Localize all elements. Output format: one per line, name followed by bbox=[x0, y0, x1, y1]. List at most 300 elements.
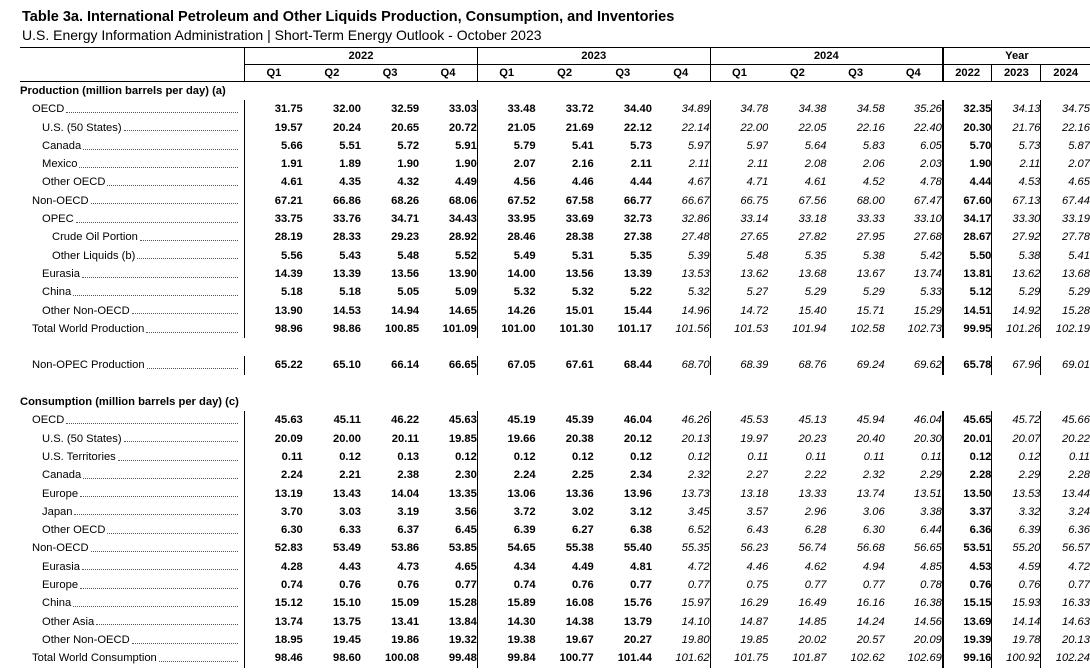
annual-value-cell: 4.44 bbox=[943, 173, 992, 191]
quarter-value-cell: 3.03 bbox=[339, 505, 361, 518]
quarter-value-cell: 16.49 bbox=[798, 597, 827, 610]
quarter-value-cell: 13.67 bbox=[856, 267, 885, 280]
annual-value-cell: 0.12 bbox=[992, 448, 1041, 466]
quarter-value-cell: 0.11 bbox=[920, 450, 942, 463]
quarter-value-cell: 4.81 bbox=[630, 560, 652, 573]
table-row bbox=[20, 539, 1090, 557]
quarter-value-cell: 5.18 bbox=[245, 283, 303, 301]
quarter-value-cell: 101.30 bbox=[559, 322, 594, 335]
annual-value-cell: 0.76 bbox=[943, 576, 992, 594]
quarter-value-cell: 5.64 bbox=[804, 139, 827, 152]
quarter-value-cell: 0.11 bbox=[805, 450, 827, 463]
quarter-value-cell: 32.86 bbox=[681, 213, 710, 226]
quarter-value-cell: 2.08 bbox=[804, 158, 827, 171]
quarter-value-cell: 0.11 bbox=[863, 450, 885, 463]
table-row bbox=[20, 283, 1090, 301]
quarter-value-cell: 4.78 bbox=[920, 176, 942, 189]
quarter-value-cell: 2.96 bbox=[804, 505, 827, 518]
quarter-value-cell: 34.38 bbox=[798, 103, 827, 116]
annual-value-cell: 14.92 bbox=[992, 302, 1041, 320]
row-label: China bbox=[20, 594, 245, 612]
quarter-value-cell: 2.24 bbox=[477, 466, 535, 484]
quarter-value-cell: 14.56 bbox=[913, 615, 942, 628]
quarter-value-cell: 15.12 bbox=[245, 594, 303, 612]
quarter-value-cell: 66.67 bbox=[681, 194, 710, 207]
table-row bbox=[20, 228, 1090, 246]
quarter-value-cell: 16.08 bbox=[565, 597, 594, 610]
quarter-value-cell: 33.95 bbox=[477, 210, 535, 228]
annual-value-cell: 5.41 bbox=[1041, 247, 1090, 265]
quarter-value-cell: 28.33 bbox=[332, 231, 361, 244]
quarter-value-cell: 14.39 bbox=[245, 265, 303, 283]
table-row bbox=[20, 173, 1090, 191]
row-label: Non-OPEC Production bbox=[20, 356, 245, 374]
quarter-value-cell: 55.40 bbox=[623, 542, 652, 555]
quarter-value-cell: 99.48 bbox=[448, 652, 477, 665]
quarter-value-cell: 22.16 bbox=[856, 121, 885, 134]
row-label: Eurasia bbox=[20, 265, 245, 283]
quarter-value-cell: 3.06 bbox=[862, 505, 885, 518]
spacer-row bbox=[20, 338, 1090, 356]
quarter-value-cell: 67.47 bbox=[913, 194, 942, 207]
annual-value-cell: 99.16 bbox=[943, 649, 992, 667]
header-blank bbox=[20, 65, 245, 82]
quarter-value-cell: 101.87 bbox=[792, 652, 827, 665]
quarter-value-cell: 27.65 bbox=[710, 228, 768, 246]
annual-value-cell: 0.11 bbox=[1041, 448, 1090, 466]
table-row bbox=[20, 192, 1090, 210]
table-row bbox=[20, 448, 1090, 466]
annual-value-cell: 20.30 bbox=[943, 119, 992, 137]
quarter-value-cell: 20.13 bbox=[681, 432, 710, 445]
header-blank bbox=[20, 48, 245, 65]
quarter-value-cell: 53.49 bbox=[332, 542, 361, 555]
quarter-value-cell: 67.52 bbox=[477, 192, 535, 210]
row-label: OECD bbox=[20, 411, 245, 429]
annual-value-cell: 5.12 bbox=[943, 283, 992, 301]
quarter-value-cell: 5.29 bbox=[862, 286, 885, 299]
quarter-value-cell: 13.51 bbox=[913, 487, 942, 500]
quarter-value-cell: 4.52 bbox=[862, 176, 885, 189]
quarter-value-cell: 5.72 bbox=[397, 139, 420, 152]
table-row bbox=[20, 649, 1090, 667]
row-label: Other Non-OECD bbox=[20, 302, 245, 320]
quarter-value-cell: 3.57 bbox=[710, 503, 768, 521]
quarter-value-cell: 20.72 bbox=[448, 121, 477, 134]
row-label: Non-OECD bbox=[20, 192, 245, 210]
quarter-value-cell: 5.48 bbox=[397, 249, 420, 262]
annual-value-cell: 101.26 bbox=[992, 320, 1041, 338]
quarter-value-cell: 32.59 bbox=[391, 103, 420, 116]
quarter-value-cell: 2.11 bbox=[630, 158, 652, 171]
annual-value-cell: 13.62 bbox=[992, 265, 1041, 283]
quarter-value-cell: 5.22 bbox=[630, 286, 652, 299]
quarter-value-cell: 98.96 bbox=[245, 320, 303, 338]
quarter-value-cell: 5.35 bbox=[630, 249, 652, 262]
quarter-value-cell: 32.00 bbox=[332, 103, 361, 116]
quarter-value-cell: 0.12 bbox=[455, 450, 477, 463]
annual-value-cell: 15.15 bbox=[943, 594, 992, 612]
quarter-value-cell: 4.49 bbox=[455, 176, 477, 189]
quarter-value-cell: 27.95 bbox=[856, 231, 885, 244]
quarter-value-cell: 13.18 bbox=[710, 485, 768, 503]
quarter-value-cell: 15.01 bbox=[565, 304, 594, 317]
quarter-value-cell: 15.76 bbox=[623, 597, 652, 610]
annual-value-cell: 20.07 bbox=[992, 430, 1041, 448]
quarter-value-cell: 4.73 bbox=[397, 560, 420, 573]
annual-value-cell: 14.63 bbox=[1041, 613, 1090, 631]
quarter-value-cell: 19.85 bbox=[710, 631, 768, 649]
quarter-value-cell: 5.97 bbox=[710, 137, 768, 155]
quarter-value-cell: 20.09 bbox=[913, 633, 942, 646]
annual-value-cell: 4.53 bbox=[992, 173, 1041, 191]
quarter-value-cell: 16.29 bbox=[710, 594, 768, 612]
quarter-value-cell: 1.90 bbox=[455, 158, 477, 171]
annual-value-cell: 13.50 bbox=[943, 485, 992, 503]
quarter-value-cell: 28.46 bbox=[477, 228, 535, 246]
annual-value-cell: 27.78 bbox=[1041, 228, 1090, 246]
quarter-value-cell: 16.38 bbox=[913, 597, 942, 610]
quarter-value-cell: 1.90 bbox=[397, 158, 420, 171]
quarter-value-cell: 19.86 bbox=[391, 633, 420, 646]
annual-value-cell: 34.75 bbox=[1041, 100, 1090, 118]
quarter-value-cell: 52.83 bbox=[245, 539, 303, 557]
quarter-value-cell: 13.41 bbox=[391, 615, 420, 628]
table-row bbox=[20, 594, 1090, 612]
table-row bbox=[20, 576, 1090, 594]
quarter-value-cell: 2.27 bbox=[710, 466, 768, 484]
quarter-value-cell: 18.95 bbox=[245, 631, 303, 649]
quarter-value-cell: 56.74 bbox=[798, 542, 827, 555]
table-row bbox=[20, 356, 1090, 374]
quarter-value-cell: 5.29 bbox=[804, 286, 827, 299]
quarter-value-cell: 13.36 bbox=[565, 487, 594, 500]
annual-value-cell: 5.87 bbox=[1041, 137, 1090, 155]
row-label: Other Non-OECD bbox=[20, 631, 245, 649]
quarter-value-cell: 6.28 bbox=[804, 524, 827, 537]
quarter-value-cell: 14.85 bbox=[798, 615, 827, 628]
annual-value-cell: 34.17 bbox=[943, 210, 992, 228]
quarter-value-cell: 0.12 bbox=[571, 450, 594, 463]
annual-value-cell: 5.50 bbox=[943, 247, 992, 265]
quarter-header: Q1 bbox=[477, 65, 535, 82]
annual-value-cell: 4.72 bbox=[1041, 558, 1090, 576]
quarter-value-cell: 13.75 bbox=[332, 615, 361, 628]
quarter-value-cell: 0.77 bbox=[862, 579, 885, 592]
quarter-value-cell: 5.73 bbox=[630, 139, 652, 152]
quarter-value-cell: 15.29 bbox=[913, 304, 942, 317]
quarter-header: Q3 bbox=[361, 65, 419, 82]
annual-value-cell: 65.78 bbox=[943, 356, 992, 374]
quarter-value-cell: 34.43 bbox=[448, 213, 477, 226]
quarter-value-cell: 3.38 bbox=[920, 505, 942, 518]
row-label: Non-OECD bbox=[20, 539, 245, 557]
quarter-value-cell: 4.67 bbox=[687, 176, 710, 189]
section-label: Consumption (million barrels per day) (c) bbox=[20, 396, 239, 409]
quarter-value-cell: 20.11 bbox=[391, 432, 420, 445]
quarter-value-cell: 33.03 bbox=[448, 103, 477, 116]
annual-year-header: 2022 bbox=[943, 65, 992, 82]
quarter-value-cell: 6.33 bbox=[339, 524, 361, 537]
quarter-value-cell: 20.38 bbox=[565, 432, 594, 445]
quarter-value-cell: 66.14 bbox=[391, 359, 420, 372]
annual-value-cell: 67.96 bbox=[992, 356, 1041, 374]
row-label: Total World Production bbox=[20, 320, 245, 338]
annual-value-cell: 15.28 bbox=[1041, 302, 1090, 320]
row-label: Crude Oil Portion bbox=[20, 228, 245, 246]
quarter-value-cell: 67.21 bbox=[245, 192, 303, 210]
quarter-value-cell: 68.70 bbox=[681, 359, 710, 372]
quarter-value-cell: 101.09 bbox=[442, 322, 477, 335]
quarter-value-cell: 27.68 bbox=[913, 231, 942, 244]
quarter-value-cell: 5.43 bbox=[339, 249, 361, 262]
table-row bbox=[20, 485, 1090, 503]
quarter-value-cell: 13.74 bbox=[245, 613, 303, 631]
quarter-value-cell: 13.84 bbox=[448, 615, 477, 628]
quarter-value-cell: 69.24 bbox=[856, 359, 885, 372]
quarter-value-cell: 0.77 bbox=[455, 579, 477, 592]
quarter-value-cell: 6.30 bbox=[245, 521, 303, 539]
quarter-value-cell: 0.76 bbox=[571, 579, 594, 592]
quarter-value-cell: 28.38 bbox=[565, 231, 594, 244]
quarter-value-cell: 67.61 bbox=[565, 359, 594, 372]
quarter-value-cell: 14.53 bbox=[332, 304, 361, 317]
quarter-value-cell: 2.16 bbox=[571, 158, 594, 171]
quarter-value-cell: 32.73 bbox=[623, 213, 652, 226]
annual-value-cell: 33.19 bbox=[1041, 210, 1090, 228]
year-header-row bbox=[20, 48, 1090, 65]
annual-value-cell: 2.29 bbox=[992, 466, 1041, 484]
quarter-value-cell: 101.62 bbox=[675, 652, 710, 665]
quarter-value-cell: 5.32 bbox=[477, 283, 535, 301]
annual-value-cell: 67.60 bbox=[943, 192, 992, 210]
quarter-value-cell: 5.18 bbox=[339, 286, 361, 299]
quarter-value-cell: 34.58 bbox=[856, 103, 885, 116]
quarter-value-cell: 45.63 bbox=[245, 411, 303, 429]
annual-value-cell: 32.35 bbox=[943, 100, 992, 118]
quarter-value-cell: 13.35 bbox=[448, 487, 477, 500]
annual-value-cell: 1.90 bbox=[943, 155, 992, 173]
quarter-value-cell: 5.31 bbox=[571, 249, 594, 262]
quarter-value-cell: 19.66 bbox=[477, 430, 535, 448]
quarter-value-cell: 53.86 bbox=[391, 542, 420, 555]
quarter-value-cell: 27.82 bbox=[798, 231, 827, 244]
annual-value-cell: 4.65 bbox=[1041, 173, 1090, 191]
quarter-value-cell: 13.33 bbox=[798, 487, 827, 500]
quarter-value-cell: 100.77 bbox=[559, 652, 594, 665]
quarter-value-cell: 45.19 bbox=[477, 411, 535, 429]
quarter-value-cell: 2.11 bbox=[710, 155, 768, 173]
quarter-value-cell: 21.05 bbox=[477, 119, 535, 137]
table-row bbox=[20, 430, 1090, 448]
quarter-value-cell: 2.03 bbox=[920, 158, 942, 171]
table-body bbox=[20, 82, 1090, 668]
quarter-value-cell: 5.38 bbox=[862, 249, 885, 262]
year-header-2022: 2022 bbox=[245, 48, 478, 65]
quarter-value-cell: 4.65 bbox=[455, 560, 477, 573]
quarter-value-cell: 13.73 bbox=[681, 487, 710, 500]
quarter-value-cell: 5.97 bbox=[687, 139, 710, 152]
quarter-value-cell: 20.23 bbox=[798, 432, 827, 445]
quarter-value-cell: 4.35 bbox=[339, 176, 361, 189]
quarter-value-cell: 14.72 bbox=[710, 302, 768, 320]
quarter-value-cell: 68.00 bbox=[856, 194, 885, 207]
annual-value-cell: 13.69 bbox=[943, 613, 992, 631]
quarter-value-cell: 19.97 bbox=[710, 430, 768, 448]
quarter-value-cell: 0.12 bbox=[477, 448, 535, 466]
quarter-value-cell: 20.57 bbox=[856, 633, 885, 646]
table-row bbox=[20, 265, 1090, 283]
annual-value-cell: 14.51 bbox=[943, 302, 992, 320]
table-row bbox=[20, 521, 1090, 539]
quarter-value-cell: 19.67 bbox=[565, 633, 594, 646]
annual-value-cell: 55.20 bbox=[992, 539, 1041, 557]
quarter-value-cell: 0.77 bbox=[630, 579, 652, 592]
quarter-value-cell: 2.25 bbox=[571, 469, 594, 482]
quarter-value-cell: 0.74 bbox=[245, 576, 303, 594]
quarter-value-cell: 13.96 bbox=[623, 487, 652, 500]
quarter-value-cell: 13.68 bbox=[798, 267, 827, 280]
quarter-value-cell: 21.69 bbox=[565, 121, 594, 134]
quarter-header: Q4 bbox=[652, 65, 710, 82]
quarter-value-cell: 2.30 bbox=[455, 469, 477, 482]
quarter-header-row bbox=[20, 65, 1090, 82]
quarter-value-cell: 4.61 bbox=[245, 173, 303, 191]
annual-value-cell: 5.29 bbox=[1041, 283, 1090, 301]
table-row bbox=[20, 137, 1090, 155]
quarter-value-cell: 22.14 bbox=[681, 121, 710, 134]
annual-value-cell: 33.30 bbox=[992, 210, 1041, 228]
quarter-value-cell: 33.76 bbox=[332, 213, 361, 226]
quarter-value-cell: 102.73 bbox=[907, 322, 942, 335]
data-table bbox=[20, 47, 1090, 668]
quarter-value-cell: 5.91 bbox=[455, 139, 477, 152]
annual-value-cell: 100.92 bbox=[992, 649, 1041, 667]
annual-value-cell: 19.39 bbox=[943, 631, 992, 649]
quarter-value-cell: 19.85 bbox=[448, 432, 477, 445]
row-label: Other Asia bbox=[20, 613, 245, 631]
table-subtitle: U.S. Energy Information Administration | Short-Term Energy Outlook - October 2023 bbox=[22, 27, 542, 43]
quarter-value-cell: 54.65 bbox=[477, 539, 535, 557]
quarter-value-cell: 101.44 bbox=[617, 652, 652, 665]
quarter-value-cell: 20.27 bbox=[623, 633, 652, 646]
quarter-value-cell: 20.30 bbox=[913, 432, 942, 445]
quarter-value-cell: 45.11 bbox=[333, 414, 361, 427]
quarter-value-cell: 0.12 bbox=[687, 450, 710, 463]
quarter-value-cell: 1.89 bbox=[339, 158, 361, 171]
quarter-value-cell: 0.76 bbox=[397, 579, 420, 592]
quarter-value-cell: 56.65 bbox=[913, 542, 942, 555]
quarter-value-cell: 0.77 bbox=[687, 579, 710, 592]
row-label: U.S. (50 States) bbox=[20, 430, 245, 448]
quarter-value-cell: 68.44 bbox=[623, 359, 652, 372]
table-row bbox=[20, 210, 1090, 228]
table-title: Table 3a. International Petroleum and Other Liquids Production, Consumption, and Inventories bbox=[22, 9, 675, 25]
quarter-value-cell: 14.04 bbox=[391, 487, 420, 500]
section-header-row bbox=[20, 393, 1090, 411]
quarter-value-cell: 14.00 bbox=[477, 265, 535, 283]
annual-value-cell: 3.32 bbox=[992, 503, 1041, 521]
quarter-value-cell: 100.85 bbox=[384, 322, 420, 335]
annual-value-cell: 67.44 bbox=[1041, 192, 1090, 210]
quarter-value-cell: 20.12 bbox=[623, 432, 652, 445]
table-row bbox=[20, 558, 1090, 576]
annual-value-cell: 13.44 bbox=[1041, 485, 1090, 503]
annual-value-cell: 102.19 bbox=[1041, 320, 1090, 338]
quarter-value-cell: 4.62 bbox=[804, 560, 827, 573]
quarter-value-cell: 5.41 bbox=[571, 139, 594, 152]
quarter-value-cell: 19.45 bbox=[332, 633, 361, 646]
annual-year-header: 2024 bbox=[1041, 65, 1090, 82]
quarter-header: Q1 bbox=[710, 65, 768, 82]
quarter-value-cell: 46.04 bbox=[913, 414, 942, 427]
quarter-value-cell: 22.12 bbox=[623, 121, 652, 134]
quarter-value-cell: 2.22 bbox=[804, 469, 827, 482]
quarter-value-cell: 13.56 bbox=[391, 267, 420, 280]
quarter-value-cell: 6.43 bbox=[710, 521, 768, 539]
quarter-value-cell: 5.48 bbox=[710, 247, 768, 265]
annual-value-cell: 34.13 bbox=[992, 100, 1041, 118]
quarter-value-cell: 14.38 bbox=[565, 615, 594, 628]
quarter-value-cell: 22.05 bbox=[798, 121, 827, 134]
annual-value-cell: 5.38 bbox=[992, 247, 1041, 265]
quarter-value-cell: 46.22 bbox=[391, 414, 420, 427]
quarter-value-cell: 5.51 bbox=[339, 139, 361, 152]
annual-year-header: 2023 bbox=[992, 65, 1041, 82]
quarter-value-cell: 65.22 bbox=[245, 356, 303, 374]
quarter-value-cell: 98.60 bbox=[332, 652, 361, 665]
quarter-value-cell: 5.39 bbox=[687, 249, 710, 262]
annual-value-cell: 14.14 bbox=[992, 613, 1041, 631]
row-label: Mexico bbox=[20, 155, 245, 173]
quarter-value-cell: 68.06 bbox=[448, 194, 477, 207]
quarter-value-cell: 5.52 bbox=[455, 249, 477, 262]
quarter-value-cell: 14.10 bbox=[681, 615, 710, 628]
quarter-value-cell: 5.56 bbox=[245, 247, 303, 265]
table-row bbox=[20, 100, 1090, 118]
quarter-value-cell: 101.75 bbox=[710, 649, 768, 667]
quarter-value-cell: 55.38 bbox=[565, 542, 594, 555]
quarter-value-cell: 13.90 bbox=[448, 267, 477, 280]
quarter-value-cell: 14.24 bbox=[856, 615, 885, 628]
annual-value-cell: 20.01 bbox=[943, 430, 992, 448]
annual-value-cell: 5.73 bbox=[992, 137, 1041, 155]
annual-value-cell: 2.07 bbox=[1041, 155, 1090, 173]
quarter-value-cell: 0.77 bbox=[804, 579, 827, 592]
quarter-value-cell: 13.74 bbox=[856, 487, 885, 500]
quarter-header: Q2 bbox=[536, 65, 594, 82]
quarter-value-cell: 33.33 bbox=[856, 213, 885, 226]
quarter-value-cell: 5.49 bbox=[477, 247, 535, 265]
quarter-value-cell: 5.27 bbox=[710, 283, 768, 301]
quarter-value-cell: 5.83 bbox=[862, 139, 885, 152]
annual-value-cell: 102.24 bbox=[1041, 649, 1090, 667]
quarter-value-cell: 33.72 bbox=[565, 103, 594, 116]
quarter-value-cell: 0.12 bbox=[339, 450, 361, 463]
quarter-value-cell: 66.75 bbox=[710, 192, 768, 210]
quarter-value-cell: 15.10 bbox=[332, 597, 361, 610]
quarter-value-cell: 98.86 bbox=[332, 322, 361, 335]
annual-value-cell: 22.16 bbox=[1041, 119, 1090, 137]
quarter-value-cell: 45.63 bbox=[448, 414, 477, 427]
quarter-value-cell: 6.45 bbox=[455, 524, 477, 537]
quarter-value-cell: 20.40 bbox=[856, 432, 885, 445]
annual-value-cell: 13.53 bbox=[992, 485, 1041, 503]
quarter-value-cell: 14.94 bbox=[391, 304, 420, 317]
annual-value-cell: 99.95 bbox=[943, 320, 992, 338]
quarter-value-cell: 101.00 bbox=[477, 320, 535, 338]
quarter-value-cell: 31.75 bbox=[245, 100, 303, 118]
